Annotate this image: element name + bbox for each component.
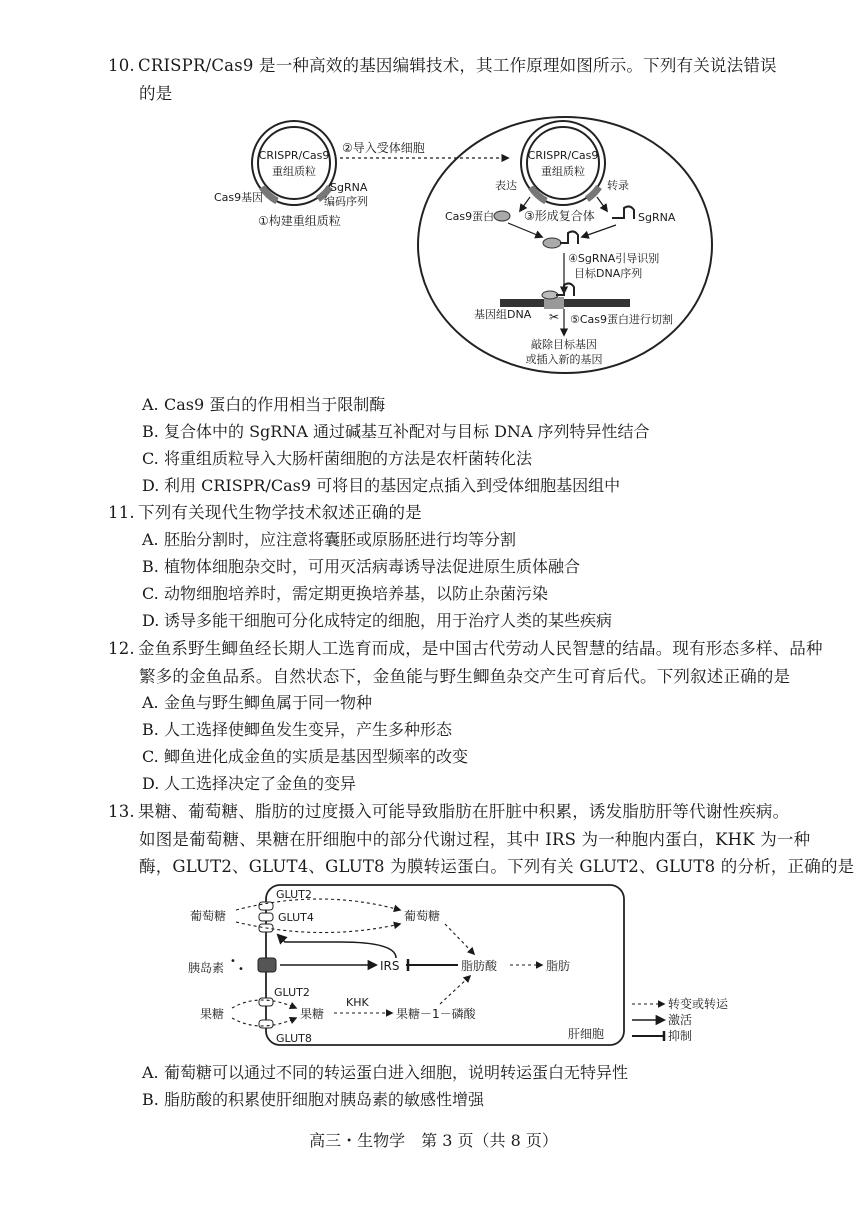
fat-label: 脂肪 [546, 959, 571, 973]
irs-activate-glut4-arrow [278, 935, 396, 958]
crispr-diagram [0, 115, 867, 375]
q13-option-b: B. 脂肪酸的积累使肝细胞对胰岛素的敏感性增强 [142, 1090, 485, 1109]
q12-option-c: C. 鲫鱼进化成金鱼的实质是基因型频率的改变 [142, 747, 469, 766]
q10-option-a: A. Cas9 蛋白的作用相当于限制酶 [142, 395, 386, 414]
q13-option-a: A. 葡萄糖可以通过不同的转运蛋白进入细胞，说明转运蛋白无特异性 [142, 1063, 629, 1082]
complex-rna [560, 231, 578, 244]
arrow-cas9-complex [508, 223, 542, 237]
question-number: 12. [108, 639, 135, 658]
sgrna-seq-label-1: SgRNA [330, 181, 368, 194]
q10-option-b: B. 复合体中的 SgRNA 通过碱基互补配对与目标 DNA 序列特异性结合 [142, 422, 650, 441]
glut2-bottom-transporter [259, 998, 273, 1006]
result-label-1: 敲除目标基因 [531, 338, 597, 351]
question-number: 11. [108, 503, 135, 522]
transcribe-arrow [597, 197, 607, 211]
cas9-gene-label: Cas9基因 [214, 191, 264, 204]
complex-shape [543, 238, 561, 248]
liver-metabolism-diagram [0, 880, 867, 1050]
plasmid-label-2: 重组质粒 [272, 165, 316, 178]
step4-label-a: ④SgRNA引导识别 [568, 252, 660, 265]
q13-stem-line2: 如图是葡萄糖、果糖在肝细胞中的部分代谢过程，其中 IRS 为一种胞内蛋白，KHK 为一种 [139, 830, 811, 849]
q12-stem-line1: 12. 金鱼系野生鲫鱼经长期人工选育而成，是中国古代劳动人民智慧的结晶。现有形态多样、品种 [108, 639, 823, 658]
step2-label: ②导入受体细胞 [342, 141, 425, 155]
sgrna-seq-label-2: 编码序列 [324, 195, 368, 208]
insulin-dots: • [230, 956, 236, 967]
glut2-bottom-label: GLUT2 [274, 986, 310, 999]
page-footer: 高三・生物学 第 3 页（共 8 页） [309, 1131, 558, 1150]
bound-rna [556, 283, 574, 296]
f1p-to-fatty-acid-arrow [440, 976, 470, 1004]
q10-stem-line1: 10. CRISPR/Cas9 是一种高效的基因编辑技术，其工作原理如图所示。下列有关说法错误 [108, 56, 777, 75]
genome-dna-bar [500, 299, 630, 307]
q11-option-c: C. 动物细胞培养时，需定期更换培养基，以防止杂菌污染 [142, 584, 549, 603]
fructose-outside-label: 果糖 [200, 1007, 225, 1021]
glucose-inside-label: 葡萄糖 [404, 909, 441, 923]
glucose-outside-label: 葡萄糖 [190, 909, 227, 923]
q13-stem-line3: 酶，GLUT2、GLUT4、GLUT8 为膜转运蛋白。下列有关 GLUT2、GLUT8 的分析，正确的是 [139, 857, 855, 876]
legend-transform-label: 转变或转运 [668, 997, 729, 1011]
question-number: 13. [108, 802, 135, 821]
cas9-protein-shape [494, 211, 510, 221]
glut2-top-label: GLUT2 [276, 888, 312, 901]
q10-option-d: D. 利用 CRISPR/Cas9 可将目的基因定点插入到受体细胞基因组中 [142, 476, 621, 495]
scissors-icon: ✂ [549, 310, 560, 324]
insulin-dots-2: • [238, 964, 244, 975]
step1-label: ①构建重组质粒 [258, 214, 341, 228]
sgrna-shape [612, 206, 634, 219]
glut8-transporter [259, 1020, 273, 1028]
arrow-sgrna-complex [582, 225, 616, 237]
q12-option-b: B. 人工选择使鲫鱼发生变异，产生多种形态 [142, 720, 453, 739]
q11-option-a: A. 胚胎分割时，应注意将囊胚或原肠胚进行均等分割 [142, 530, 517, 549]
q12-option-d: D. 人工选择决定了金鱼的变异 [142, 774, 357, 793]
step5-label: ⑤Cas9蛋白进行切割 [570, 313, 674, 326]
insulin-label: 胰岛素 [188, 961, 225, 975]
plasmid2-label-1: CRISPR/Cas9 [527, 149, 599, 162]
fatty-acid-label: 脂肪酸 [461, 959, 498, 973]
q10-option-c: C. 将重组质粒导入大肠杆菌细胞的方法是农杆菌转化法 [142, 449, 533, 468]
plasmid-inner [258, 127, 330, 199]
plasmid-label-1: CRISPR/Cas9 [258, 149, 330, 162]
genome-dna-label: 基因组DNA [474, 308, 532, 321]
irs-label: IRS [380, 959, 400, 973]
f1p-label: 果糖－1－磷酸 [396, 1007, 476, 1021]
q13-stem-line1: 13. 果糖、葡萄糖、脂肪的过度摄入可能导致脂肪在肝脏中积累，诱发脂肪肝等代谢性疾病。 [108, 802, 790, 821]
legend-activate-label: 激活 [668, 1013, 693, 1027]
step4-label-b: 目标DNA序列 [574, 267, 643, 280]
step3-label: ③形成复合体 [524, 209, 595, 223]
plasmid2-label-2: 重组质粒 [541, 165, 585, 178]
cas9-protein-label: Cas9蛋白 [445, 210, 495, 223]
insulin-receptor [258, 958, 276, 972]
fructose-inside-label: 果糖 [300, 1007, 325, 1021]
q12-option-a: A. 金鱼与野生鲫鱼属于同一物种 [142, 693, 373, 712]
sgrna-label: SgRNA [638, 211, 676, 224]
q11-option-b: B. 植物体细胞杂交时，可用灭活病毒诱导法促进原生质体融合 [142, 557, 581, 576]
result-label-2: 或插入新的基因 [525, 353, 603, 366]
legend-inhibit-label: 抑制 [668, 1029, 693, 1043]
q11-option-d: D. 诱导多能干细胞可分化成特定的细胞，用于治疗人类的某些疾病 [142, 611, 613, 630]
glut8-label: GLUT8 [276, 1032, 312, 1045]
q11-stem: 11. 下列有关现代生物学技术叙述正确的是 [108, 503, 422, 522]
q12-stem-line2: 繁多的金鱼品系。自然状态下，金鱼能与野生鲫鱼杂交产生可育后代。下列叙述正确的是 [139, 667, 791, 686]
liver-cell-label: 肝细胞 [568, 1027, 605, 1041]
bound-complex [542, 291, 558, 299]
transcribe-label: 转录 [607, 179, 629, 192]
q10-stem-line2: 的是 [139, 84, 173, 103]
glucose-to-fatty-acid-arrow [445, 924, 474, 954]
plasmid-inner-2 [527, 127, 599, 199]
glut4-label: GLUT4 [278, 911, 314, 924]
express-label: 表达 [495, 179, 517, 192]
khk-label: KHK [346, 996, 369, 1009]
question-number: 10. [108, 56, 135, 75]
